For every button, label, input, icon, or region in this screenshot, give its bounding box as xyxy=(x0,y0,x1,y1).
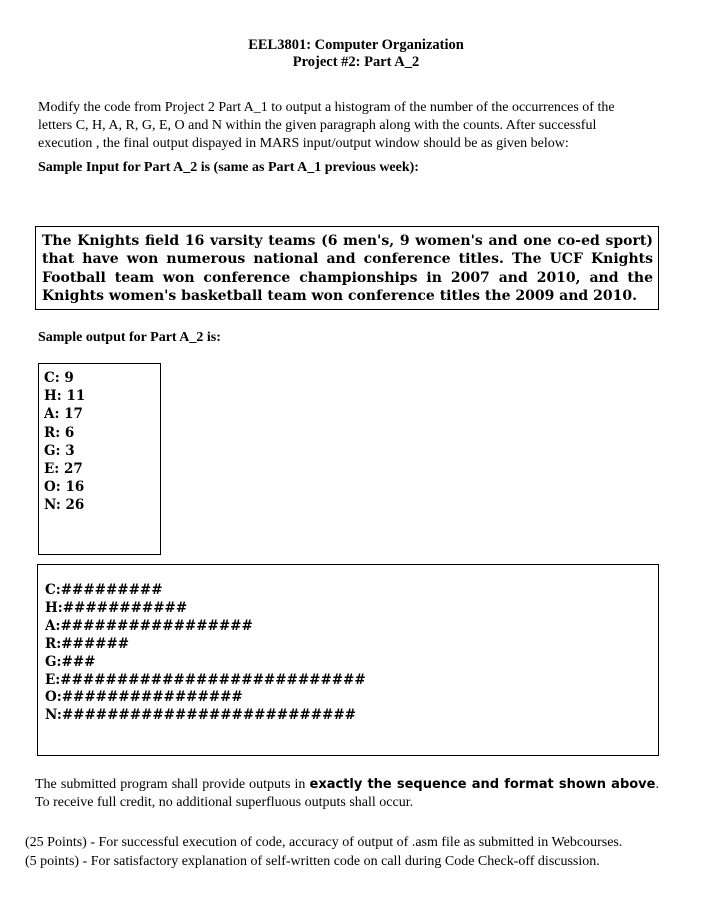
sample-input-paragraph: The Knights field 16 varsity teams (6 men's, 9 women's and one co-ed sport) that have won numerous national and conference titles. The UCF Knights Football team won conference championships in 2007 and 2010, and the Knights women's basketball team won conference titles the 2009 and 2010. xyxy=(42,233,653,304)
histogram-line-e: E:########################### xyxy=(45,671,366,688)
sample-output-label: Sample output for Part A_2 is: xyxy=(38,330,221,345)
count-line-g: G: 3 xyxy=(44,442,75,459)
count-line-h: H: 11 xyxy=(44,388,86,405)
histogram-line-o: O:################ xyxy=(45,689,243,706)
histogram-line-n: N:########################## xyxy=(45,707,356,724)
count-line-e: E: 27 xyxy=(44,461,83,478)
count-line-a: A: 17 xyxy=(44,406,83,423)
histogram-line-g: G:### xyxy=(45,653,96,670)
histogram-line-c: C:######### xyxy=(45,582,163,598)
requirements-emphasis: exactly the sequence and format shown above xyxy=(309,777,656,792)
histogram-output-box xyxy=(37,564,659,756)
counts-output-box xyxy=(38,363,161,555)
course-title: EEL3801: Computer Organization xyxy=(248,37,464,53)
sample-input-box xyxy=(35,226,659,310)
requirements-paragraph xyxy=(35,776,659,812)
document-title xyxy=(0,37,712,71)
sample-input-label: Sample Input for Part A_2 is (same as Part A_1 previous week): xyxy=(38,160,419,175)
requirements-text-start: The submitted program shall provide outputs in xyxy=(35,777,310,792)
count-line-c: C: 9 xyxy=(44,370,74,386)
project-title: Project #2: Part A_2 xyxy=(292,54,420,70)
count-line-r: R: 6 xyxy=(44,424,75,441)
grading-section xyxy=(25,834,685,871)
requirements-text-end: . To receive full credit, no additional superfluous outputs shall occur. xyxy=(35,777,659,810)
grading-line-execution: (25 Points) - For successful execution of code, accuracy of output of .asm file as submitted in Webcourses. xyxy=(25,835,623,850)
intro-paragraph: Modify the code from Project 2 Part A_1 to output a histogram of the number of the occurrences of the letters C, H, A, R, G, E, O and N within the given paragraph along with the counts. After successful execution , the final output dispayed in MARS input/output window should be as given below: xyxy=(38,100,615,151)
histogram-line-r: R:###### xyxy=(45,635,130,652)
histogram-line-a: A:################# xyxy=(45,617,253,634)
count-line-o: O: 16 xyxy=(44,479,85,496)
count-line-n: N: 26 xyxy=(44,497,85,514)
histogram-line-h: H:########### xyxy=(45,599,188,616)
grading-line-explanation: (5 points) - For satisfactory explanation of self-written code on call during Code Check-off discussion. xyxy=(25,853,600,869)
